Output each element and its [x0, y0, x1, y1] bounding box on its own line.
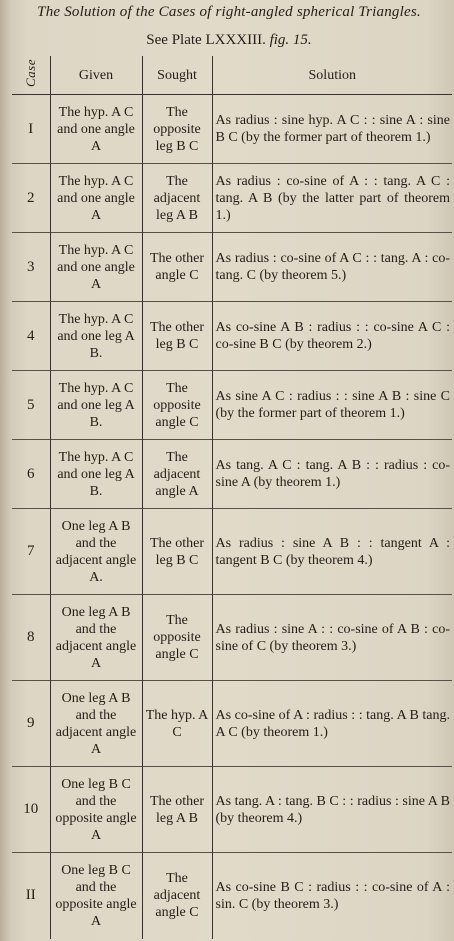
given-cell: The hyp. A C and one angle A [50, 95, 142, 164]
sought-cell: The adjacent angle C [142, 853, 212, 939]
given-cell: The hyp. A C and one leg A B. [50, 302, 142, 371]
solution-cell: As radius : sine hyp. A C : : sine A : sine B C (by the former part of theorem 1.) [215, 113, 450, 145]
document-subtitle [14, 32, 444, 48]
sought-cell: The opposite leg B C [142, 95, 212, 164]
table-row [12, 371, 452, 440]
solution-cell: As radius : sine A : : co-sine of A B : co-sine of C (by theorem 3.) [215, 621, 450, 654]
table-row [12, 681, 452, 767]
table-row [12, 595, 452, 681]
sought-cell: The other leg B C [142, 509, 212, 595]
table-row [12, 302, 452, 371]
given-cell: The hyp. A C and one angle A [50, 164, 142, 233]
plate-reference: See Plate LXXXIII. [146, 32, 266, 48]
sought-cell: The hyp. A C [142, 681, 212, 767]
sought-cell: The other leg A B [142, 767, 212, 853]
solution-cell: As tang. A C : tang. A B : : radius : co-sine A (by theorem 1.) [215, 458, 450, 490]
sought-cell: The other angle C [142, 233, 212, 302]
given-cell: The hyp. A C and one angle A [50, 233, 142, 302]
case-number: 8 [12, 595, 50, 681]
figure-reference: fig. 15. [269, 32, 312, 48]
sought-cell: The opposite angle C [142, 595, 212, 681]
header-given: Given [50, 56, 142, 95]
case-number: 9 [12, 681, 50, 767]
table-row [12, 509, 452, 595]
header-solution: Solution [212, 56, 452, 95]
case-number: 6 [12, 440, 50, 509]
table-row [12, 95, 452, 164]
solution-cell: As radius : co-sine of A C : : tang. A : co-tang. C (by theorem 5.) [215, 251, 450, 283]
given-cell: The hyp. A C and one leg A B. [50, 440, 142, 509]
solution-cell: As tang. A : tang. B C : : radius : sine A B (by theorem 4.) [215, 793, 450, 826]
given-cell: One leg A B and the adjacent angle A [50, 681, 142, 767]
sought-cell: The adjacent angle A [142, 440, 212, 509]
case-number: I [12, 95, 50, 164]
sought-cell: The adjacent leg A B [142, 164, 212, 233]
table-row [12, 164, 452, 233]
case-number: 3 [12, 233, 50, 302]
given-cell: One leg A B and the adjacent angle A. [50, 509, 142, 595]
case-number: 4 [12, 302, 50, 371]
header-case: Case [12, 56, 50, 95]
table-row [12, 440, 452, 509]
table-row [12, 767, 452, 853]
solution-cell: As co-sine of A : radius : : tang. A B tang. A C (by theorem 1.) [215, 707, 450, 740]
given-cell: One leg B C and the opposite angle A [50, 767, 142, 853]
sought-cell: The other leg B C [142, 302, 212, 371]
solution-cell: As radius : sine A B : : tangent A : tangent B C (by theorem 4.) [215, 535, 450, 568]
case-number: 2 [12, 164, 50, 233]
case-number: II [12, 853, 50, 939]
header-sought: Sought [142, 56, 212, 95]
sought-cell: The opposite angle C [142, 371, 212, 440]
page-edge-shadow [0, 0, 10, 941]
case-number: 7 [12, 509, 50, 595]
table-header-row [12, 56, 452, 95]
solution-cell: As sine A C : radius : : sine A B : sine C (by the former part of theorem 1.) [215, 389, 450, 421]
table-row [12, 233, 452, 302]
solution-cell: As co-sine B C : radius : : co-sine of A : sin. C (by theorem 3.) [215, 879, 450, 912]
solution-table [12, 56, 452, 939]
case-number: 10 [12, 767, 50, 853]
given-cell: The hyp. A C and one leg A B. [50, 371, 142, 440]
case-number: 5 [12, 371, 50, 440]
given-cell: One leg B C and the opposite angle A [50, 853, 142, 939]
solution-cell: As radius : co-sine of A : : tang. A C : tang. A B (by the latter part of theorem 1.) [215, 173, 450, 223]
document-title: The Solution of the Cases of right-angled spherical Triangles. [37, 4, 421, 20]
given-cell: One leg A B and the adjacent angle A [50, 595, 142, 681]
solution-cell: As co-sine A B : radius : : co-sine A C : co-sine B C (by theorem 2.) [215, 320, 450, 352]
table-row [12, 853, 452, 939]
